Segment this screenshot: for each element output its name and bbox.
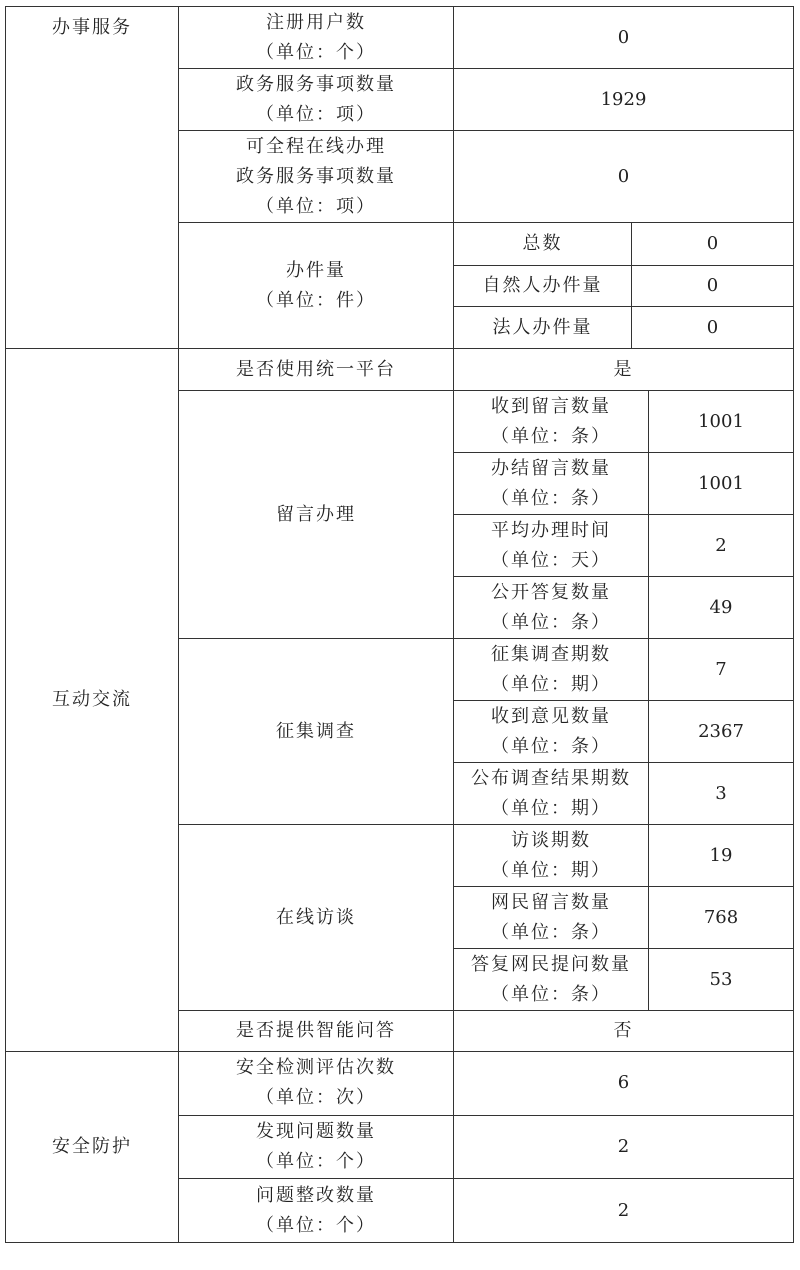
value: 1001 bbox=[698, 472, 744, 494]
value: 3 bbox=[715, 782, 727, 804]
row-label bbox=[178, 222, 454, 349]
label: 问题整改数量 bbox=[256, 1184, 376, 1206]
sub-label bbox=[453, 824, 649, 887]
label: 总数 bbox=[522, 233, 563, 254]
unit: （单位：期） bbox=[491, 673, 611, 695]
value: 19 bbox=[709, 844, 733, 866]
sub-label bbox=[453, 265, 632, 307]
value: 0 bbox=[617, 165, 630, 187]
sub-label bbox=[453, 700, 649, 763]
value-cell bbox=[648, 576, 794, 639]
value: 否 bbox=[613, 1020, 634, 1041]
label: 自然人办件量 bbox=[482, 275, 603, 296]
value-cell bbox=[453, 68, 794, 131]
value-cell bbox=[631, 265, 794, 307]
value: 0 bbox=[706, 275, 719, 296]
row-label bbox=[178, 130, 454, 223]
label: 平均办理时间 bbox=[491, 519, 611, 541]
value-cell bbox=[453, 130, 794, 223]
section-security bbox=[5, 1051, 179, 1243]
unit: （单位：个） bbox=[256, 1151, 376, 1173]
label: 网民留言数量 bbox=[491, 891, 611, 913]
unit: （单位：期） bbox=[491, 859, 611, 881]
unit: （单位：个） bbox=[256, 41, 376, 63]
label: 访谈期数 bbox=[511, 829, 591, 851]
label: 可全程在线办理 bbox=[246, 135, 386, 157]
unit: （单位：件） bbox=[256, 289, 376, 311]
value: 2 bbox=[617, 1136, 630, 1158]
value-cell bbox=[453, 1051, 794, 1116]
value-cell bbox=[453, 348, 794, 391]
value: 7 bbox=[715, 658, 727, 680]
label: 发现问题数量 bbox=[256, 1121, 376, 1143]
sub-label bbox=[178, 1051, 454, 1116]
unit: （单位：条） bbox=[491, 983, 611, 1005]
section-service bbox=[5, 6, 179, 349]
label: 是否使用统一平台 bbox=[236, 358, 396, 380]
value-cell bbox=[631, 306, 794, 349]
value: 6 bbox=[617, 1072, 630, 1094]
group-label bbox=[178, 390, 454, 639]
value-cell bbox=[453, 1115, 794, 1180]
value-cell bbox=[631, 222, 794, 266]
sub-label bbox=[453, 886, 649, 949]
unit: （单位：天） bbox=[491, 549, 611, 571]
sub-label bbox=[453, 638, 649, 701]
value: 1001 bbox=[698, 410, 744, 432]
row-label bbox=[178, 6, 454, 69]
value: 0 bbox=[617, 26, 630, 48]
sub-label bbox=[453, 948, 649, 1011]
sub-label bbox=[178, 1178, 454, 1243]
label: 答复网民提问数量 bbox=[471, 953, 631, 975]
unit: （单位：条） bbox=[491, 921, 611, 943]
value-cell bbox=[648, 390, 794, 453]
value: 2 bbox=[715, 534, 727, 556]
value: 2 bbox=[617, 1199, 630, 1221]
value: 0 bbox=[706, 233, 719, 254]
value-cell bbox=[453, 1010, 794, 1052]
unit: （单位：条） bbox=[491, 487, 611, 509]
value: 53 bbox=[709, 968, 733, 990]
label: 办结留言数量 bbox=[491, 457, 611, 479]
sub-label bbox=[453, 514, 649, 577]
group-label bbox=[178, 824, 454, 1011]
value: 49 bbox=[709, 596, 733, 618]
unit: （单位：个） bbox=[256, 1214, 376, 1236]
label: 政务服务事项数量 bbox=[236, 165, 396, 187]
label: 公布调查结果期数 bbox=[471, 767, 631, 789]
value-cell bbox=[453, 6, 794, 69]
value-cell bbox=[648, 514, 794, 577]
unit: （单位：条） bbox=[491, 425, 611, 447]
sub-label bbox=[453, 762, 649, 825]
unit: （单位：条） bbox=[491, 735, 611, 757]
section-title: 安全防护 bbox=[52, 1136, 132, 1157]
label: 是否提供智能问答 bbox=[236, 1020, 396, 1041]
label: 安全检测评估次数 bbox=[236, 1057, 396, 1079]
row-label bbox=[178, 348, 454, 391]
value-cell bbox=[648, 638, 794, 701]
label: 征集调查期数 bbox=[491, 643, 611, 665]
unit: （单位：项） bbox=[256, 103, 376, 125]
label: 政务服务事项数量 bbox=[236, 73, 396, 95]
value-cell bbox=[648, 762, 794, 825]
unit: （单位：期） bbox=[491, 797, 611, 819]
label: 留言办理 bbox=[276, 503, 356, 525]
sub-label bbox=[453, 576, 649, 639]
sub-label bbox=[453, 452, 649, 515]
sub-label bbox=[453, 222, 632, 266]
row-label bbox=[178, 1010, 454, 1052]
section-title: 办事服务 bbox=[52, 17, 132, 38]
unit: （单位：次） bbox=[256, 1087, 376, 1109]
label: 公开答复数量 bbox=[491, 581, 611, 603]
unit: （单位：项） bbox=[256, 195, 376, 217]
value-cell bbox=[648, 948, 794, 1011]
unit: （单位：条） bbox=[491, 611, 611, 633]
value-cell bbox=[648, 824, 794, 887]
value-cell bbox=[453, 1178, 794, 1243]
group-label bbox=[178, 638, 454, 825]
label: 注册用户数 bbox=[266, 11, 366, 33]
value: 1929 bbox=[600, 88, 647, 110]
value: 2367 bbox=[698, 720, 744, 742]
value-cell bbox=[648, 452, 794, 515]
value: 768 bbox=[703, 906, 739, 928]
section-title: 互动交流 bbox=[52, 689, 132, 710]
label: 收到意见数量 bbox=[491, 705, 611, 727]
row-label bbox=[178, 68, 454, 131]
value: 0 bbox=[706, 316, 719, 338]
sub-label bbox=[453, 390, 649, 453]
section-interaction bbox=[5, 348, 179, 1052]
label: 办件量 bbox=[286, 259, 346, 281]
value: 是 bbox=[613, 358, 634, 380]
label: 法人办件量 bbox=[492, 316, 593, 338]
value-cell bbox=[648, 700, 794, 763]
label: 征集调查 bbox=[276, 720, 356, 742]
value-cell bbox=[648, 886, 794, 949]
label: 在线访谈 bbox=[276, 906, 356, 928]
label: 收到留言数量 bbox=[491, 395, 611, 417]
sub-label bbox=[178, 1115, 454, 1180]
sub-label bbox=[453, 306, 632, 349]
